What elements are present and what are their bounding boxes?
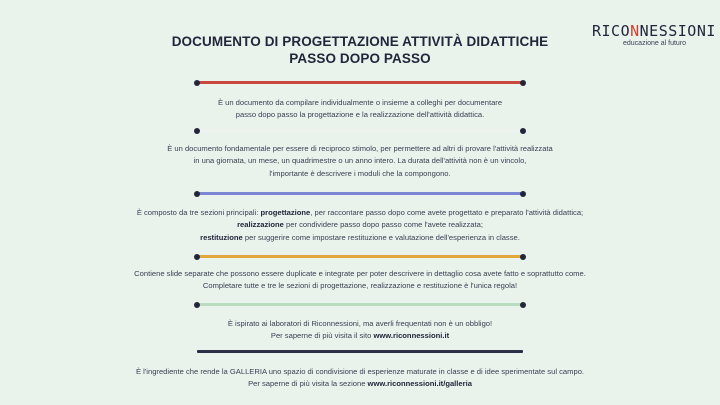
section-3-line-1 (80, 207, 640, 219)
section-3-line-2-post: per condividere passo dopo passo come l'avete realizzata; (283, 220, 483, 230)
section-2-line-3: l'importante è descrivere i moduli che la compongono. (269, 168, 451, 178)
section-6-line-2 (80, 378, 640, 390)
section-5-line-2-pre: Per saperne di più visita il sito (270, 331, 374, 341)
divider-dot-left (194, 191, 200, 197)
section-2-text (80, 143, 640, 180)
website-link[interactable]: www.riconnessioni.it (373, 331, 450, 341)
divider-dot-left (194, 254, 200, 260)
keyword-progettazione: progettazione (260, 208, 311, 217)
keyword-restituzione: restituzione (200, 232, 243, 242)
section-1-line-1: È un documento da compilare individualmente o insieme a colleghi per documentare (217, 98, 503, 107)
section-3-text (80, 207, 640, 244)
divider-dot-right (520, 80, 526, 86)
section-6-line-1: È l'ingrediente che rende la GALLERIA uno spazio di condivisione di esperienze maturate in classe e di idee sperimentate sul campo. (135, 367, 585, 376)
divider-bar (197, 303, 523, 306)
section-6-text (80, 366, 640, 391)
title-line-2: PASSO DOPO PASSO (289, 51, 431, 66)
divider-1 (197, 81, 523, 84)
section-4-text (80, 268, 640, 293)
divider-bar (197, 129, 523, 132)
section-3-line-1-pre: È composto da tre sezioni principali: (136, 208, 261, 217)
logo-wordmark (592, 22, 716, 40)
divider-3 (197, 192, 523, 195)
section-3-line-3-post: per suggerire come impostare restituzione e valutazione dell'esperienza in classe. (242, 232, 520, 242)
divider-5 (197, 303, 523, 306)
section-4-line-1: Contiene slide separate che possono essere duplicate e integrate per poter descrivere in dettaglio cosa avete fatto e soprattutto come. (134, 269, 586, 278)
divider-bar (197, 255, 523, 258)
gallery-link[interactable]: www.riconnessioni.it/galleria (367, 379, 472, 389)
divider-bar (197, 192, 523, 195)
section-4-line-2: Completare tutte e tre le sezioni di progettazione, realizzazione e restituzione è l'unica regola! (202, 281, 518, 291)
section-2-line-2: in una giornata, un mese, un quadrimestre o un anno intero. La durata dell'attività non è un vincolo, (193, 156, 527, 166)
divider-bar (197, 350, 523, 353)
divider-dot-right (520, 191, 526, 197)
divider-2 (197, 129, 523, 132)
divider-dot-left (194, 302, 200, 308)
divider-6 (197, 350, 523, 353)
section-5-text (80, 318, 640, 343)
title-line-1: DOCUMENTO DI PROGETTAZIONE ATTIVITÀ DIDATTICHE (171, 34, 549, 49)
keyword-realizzazione: realizzazione (237, 220, 284, 230)
divider-4 (197, 255, 523, 258)
section-3-line-3 (80, 232, 640, 244)
section-5-line-1: È ispirato ai laboratori di Riconnessioni, ma averli frequentati non è un obbligo! (227, 319, 493, 328)
section-1-line-2: passo dopo passo la progettazione e la realizzazione dell'attività didattica. (235, 110, 485, 120)
section-6-line-2-pre: Per saperne di più visita la sezione (248, 379, 368, 389)
section-3-line-2 (80, 219, 640, 231)
divider-dot-right (520, 128, 526, 134)
divider-dot-right (520, 302, 526, 308)
section-3-line-1-post: , per raccontare passo dopo come avete progettato e preparato l'attività didattica; (310, 208, 584, 217)
riconnessioni-logo (592, 22, 716, 47)
logo-tagline: educazione al futuro (623, 40, 687, 47)
logo-text-b: N (630, 22, 640, 40)
logo-text-c: NESSIONI (639, 22, 716, 40)
logo-text-a: RICO (592, 22, 631, 40)
divider-dot-left (194, 128, 200, 134)
divider-bar (197, 81, 523, 84)
section-2-line-1: È un documento fondamentale per essere di reciproco stimolo, per permettere ad altri di provare l'attività realizzata (167, 144, 553, 153)
divider-dot-right (520, 254, 526, 260)
divider-dot-left (194, 80, 200, 86)
section-1-text (80, 97, 640, 122)
section-5-line-2 (80, 330, 640, 342)
